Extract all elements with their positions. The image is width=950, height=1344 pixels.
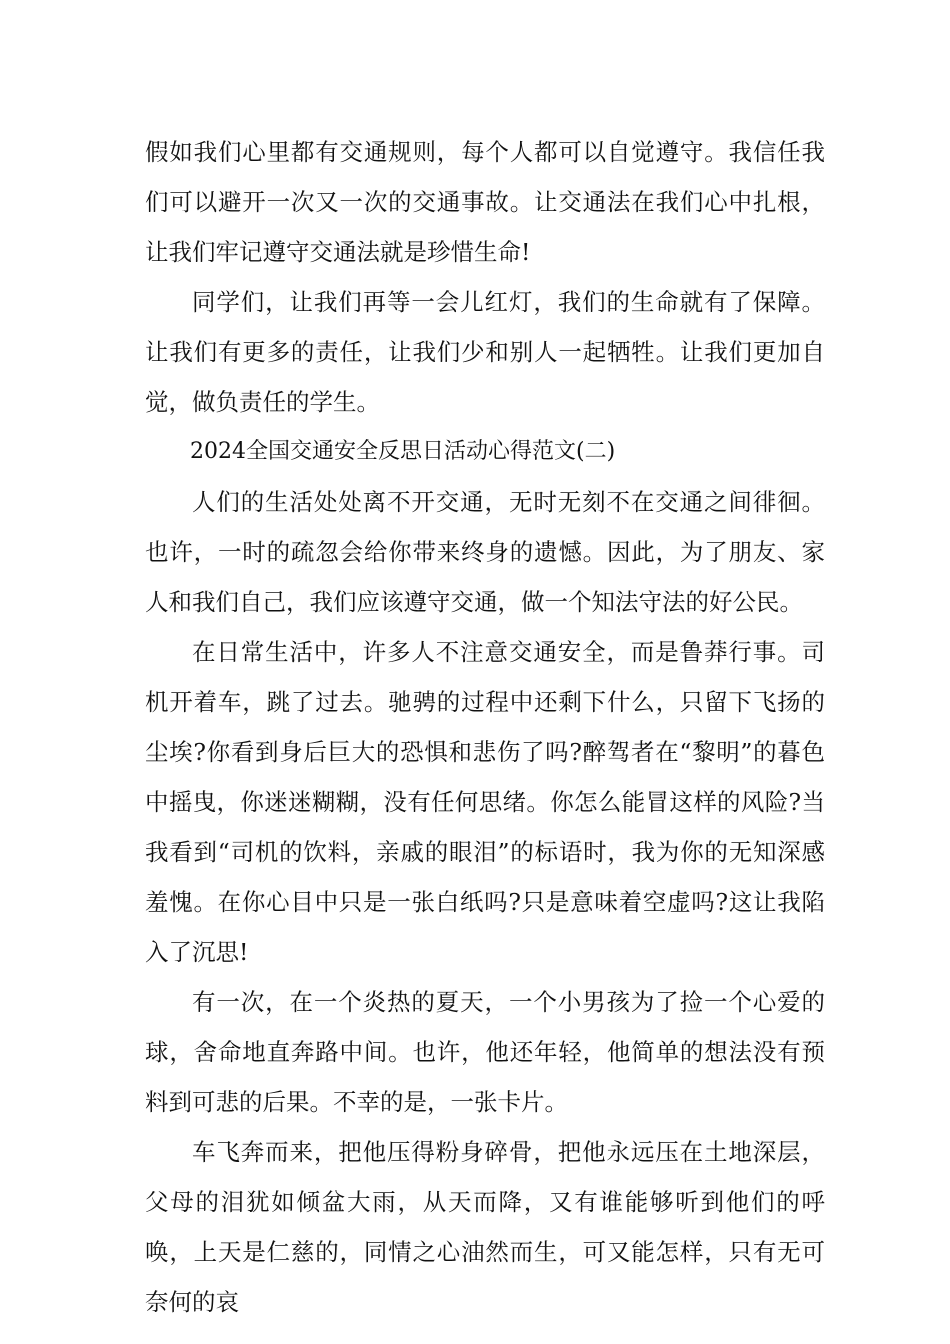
paragraph-3: 人们的生活处处离不开交通，无时无刻不在交通之间徘徊。也许，一时的疏忽会给你带来终身的遗憾。因此，为了朋友、家人和我们自己，我们应该遵守交通，做一个知法守法的好公民。 xyxy=(145,488,825,616)
section-heading: 2024全国交通安全反思日活动心得范文(二) xyxy=(190,439,616,464)
paragraph-4: 在日常生活中，许多人不注意交通安全，而是鲁莽行事。司机开着车，跳了过去。驰骋的过程中还剩下什么，只留下飞扬的尘埃?你看到身后巨大的恐惧和悲伤了吗?醉驾者在“黎明”的暮色中摇曳，你迷迷糊糊，没有任何思绪。你怎么能冒这样的风险?当我看到“司机的饮料，亲戚的眼泪”的标语时，我为你的无知深感羞愧。在你心目中只是一张白纸吗?只是意味着空虚吗?这让我陷入了沉思! xyxy=(145,638,825,966)
paragraph-5: 有一次，在一个炎热的夏天，一个小男孩为了捡一个心爱的球，舍命地直奔路中间。也许，他还年轻，他简单的想法没有预料到可悲的后果。不幸的是，一张卡片。 xyxy=(145,988,825,1116)
paragraph-2: 同学们，让我们再等一会儿红灯，我们的生命就有了保障。让我们有更多的责任，让我们少和别人一起牺牲。让我们更加自觉，做负责任的学生。 xyxy=(145,288,825,416)
paragraph-1: 假如我们心里都有交通规则，每个人都可以自觉遵守。我信任我们可以避开一次又一次的交通事故。让交通法在我们心中扎根，让我们牢记遵守交通法就是珍惜生命! xyxy=(145,138,825,266)
document-page xyxy=(145,127,825,1327)
paragraph-6: 车飞奔而来，把他压得粉身碎骨，把他永远压在土地深层，父母的泪犹如倾盆大雨，从天而降，又有谁能够听到他们的呼唤，上天是仁慈的，同情之心油然而生，可又能怎样，只有无可奈何的哀 xyxy=(145,1138,825,1316)
